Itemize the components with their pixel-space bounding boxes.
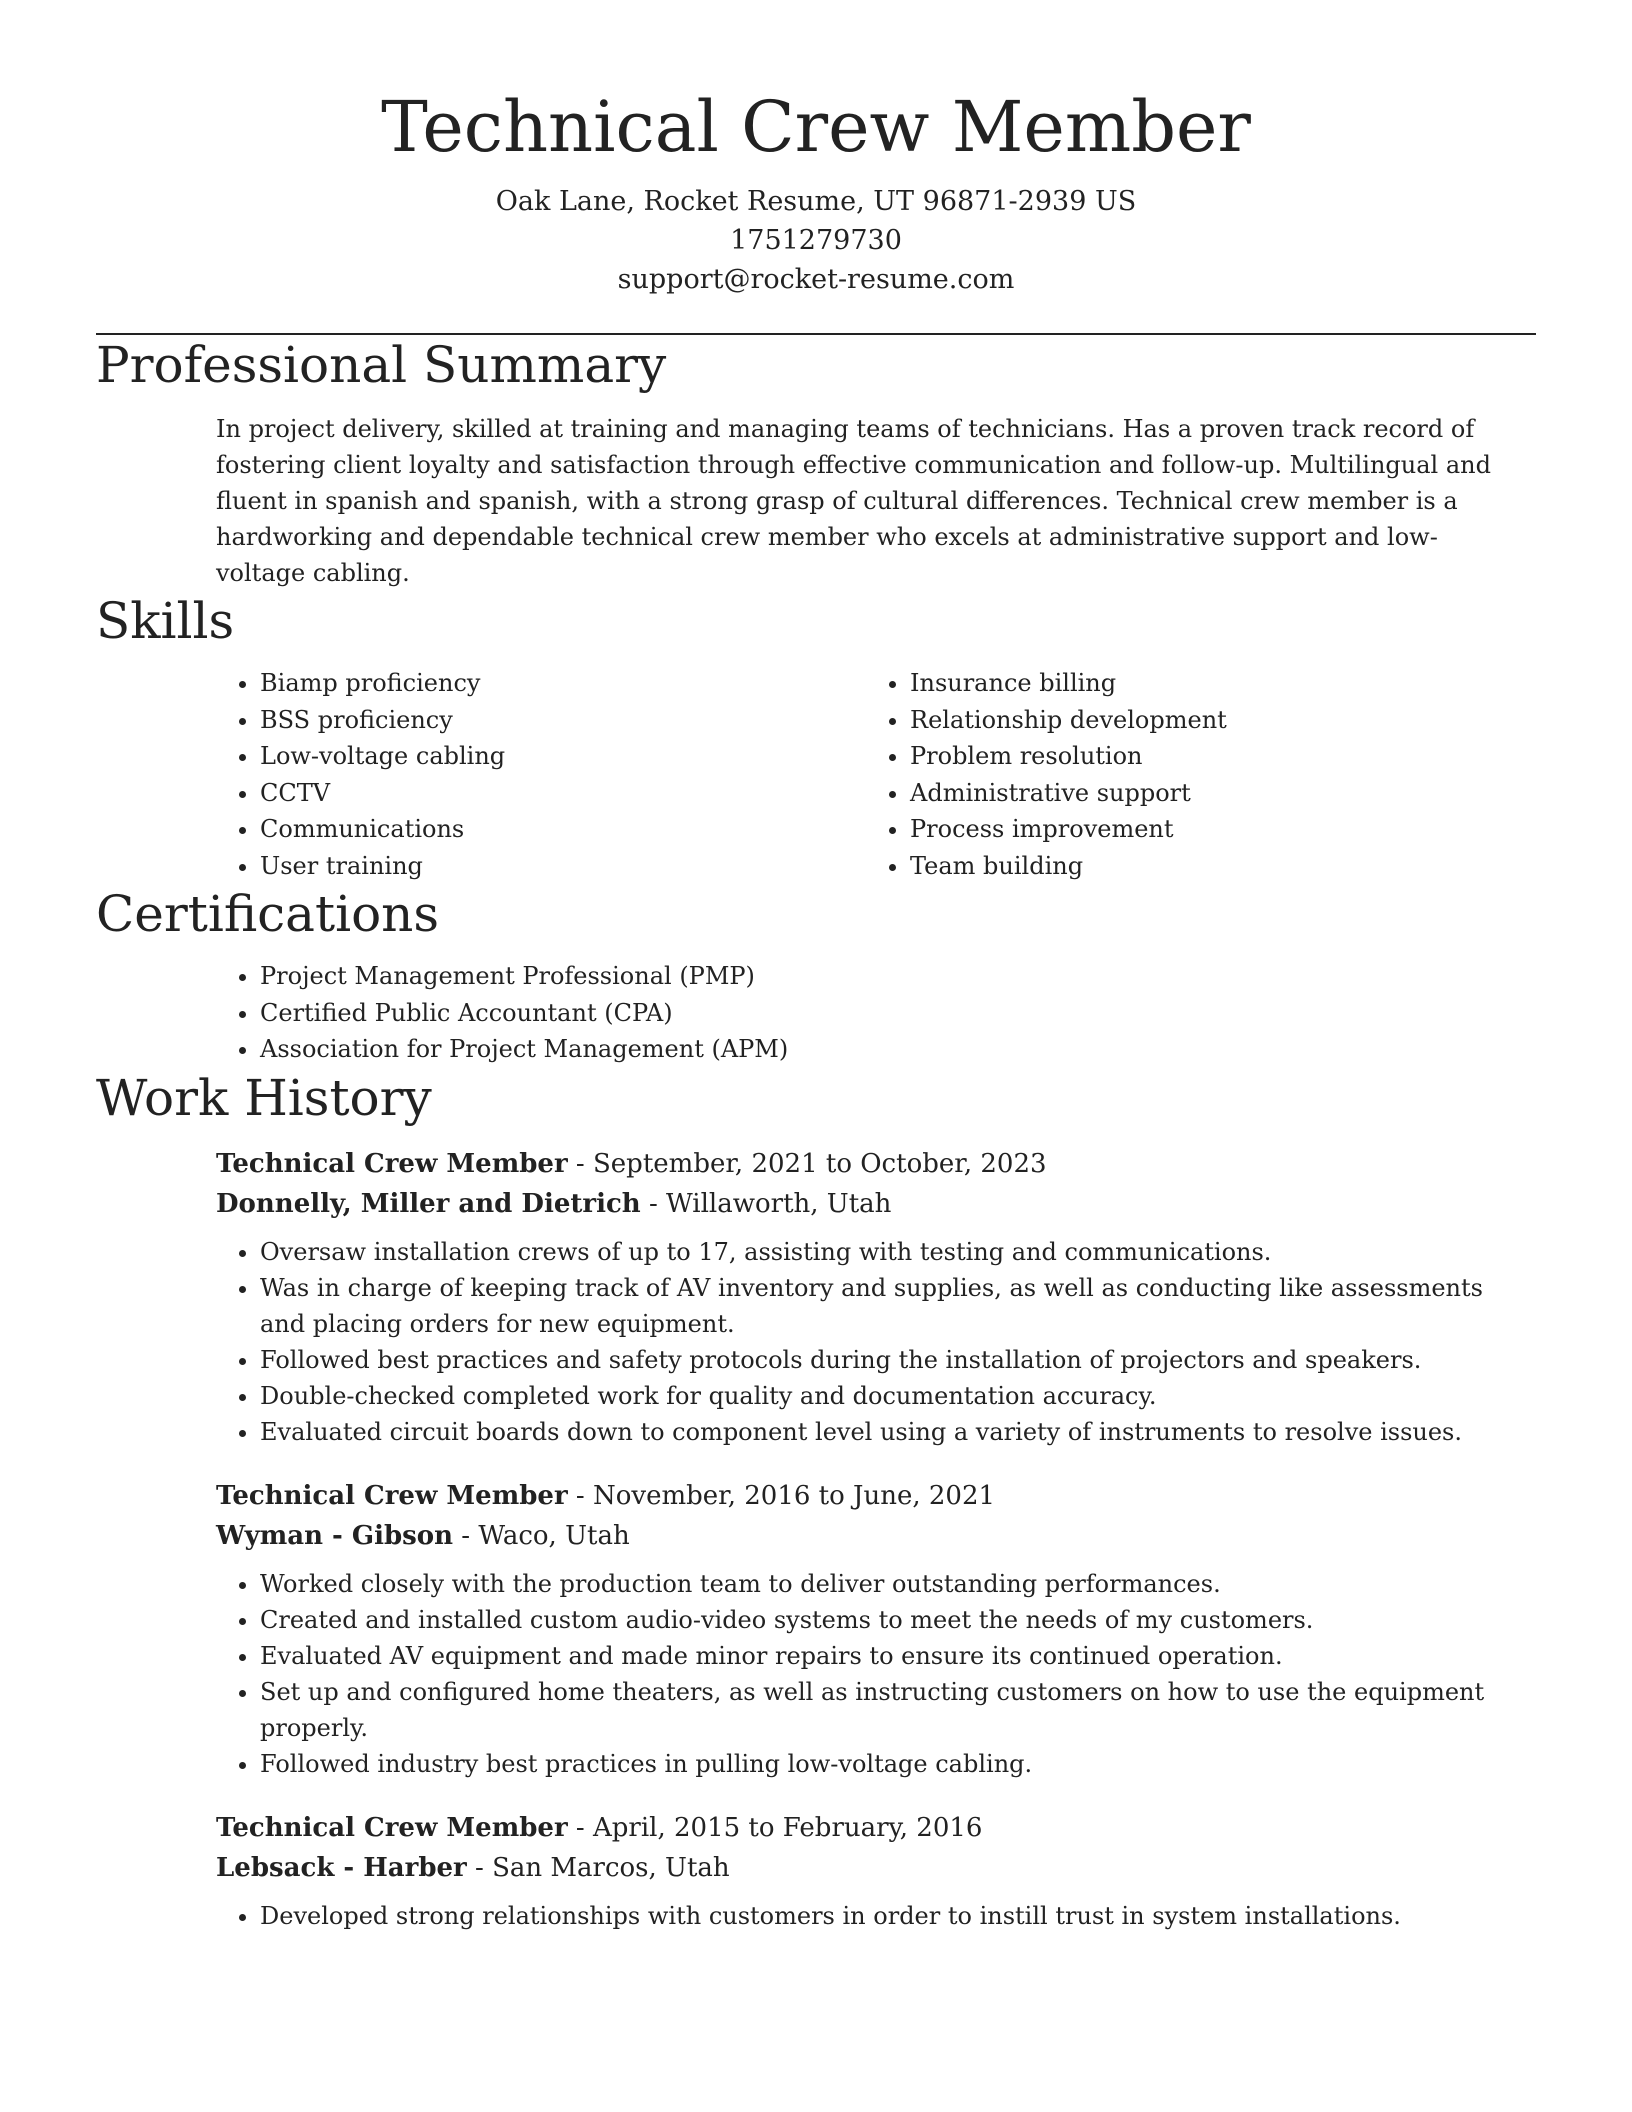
- skill-item: • User training: [260, 848, 866, 885]
- skill-item: • Low-voltage cabling: [260, 738, 866, 775]
- job-location: San Marcos, Utah: [492, 1852, 730, 1883]
- summary-heading: Professional Summary: [96, 336, 667, 394]
- skill-item: • Biamp proficiency: [260, 665, 866, 702]
- duty-item: • Oversaw installation crews of up to 17, assisting with testing and communications.: [260, 1234, 1520, 1270]
- skills-heading: Skills: [96, 592, 235, 650]
- skill-item: • Team building: [910, 848, 1510, 885]
- candidate-name: Technical Crew Member: [381, 86, 1251, 168]
- job-role: Technical Crew Member: [216, 1480, 568, 1511]
- skills-column-right: [866, 665, 1510, 884]
- separator: -: [567, 1812, 593, 1843]
- job-company: Wyman - Gibson: [216, 1520, 454, 1551]
- job-entry: [216, 1476, 1536, 1782]
- skill-item: • Administrative support: [910, 775, 1510, 812]
- duty-item: • Was in charge of keeping track of AV inventory and supplies, as well as conducting like assessments and placing orders for new equipment.: [260, 1270, 1520, 1342]
- separator: -: [466, 1852, 493, 1883]
- duty-item: • Worked closely with the production team to deliver outstanding performances.: [260, 1566, 1520, 1602]
- job-duties: [216, 1898, 1520, 1934]
- summary-paragraph: In project delivery, skilled at training and managing teams of technicians. Has a proven track record of fostering client loyalty and satisfaction through effective communication and follow-up. Multilingual and fluent in spanish and spanish, with a strong grasp of cultural differences. Technical crew member is a hardworking and dependable technical crew member who excels at administrative support and low-voltage cabling.: [216, 415, 1491, 587]
- job-dates: November, 2016 to June, 2021: [592, 1480, 996, 1511]
- resume-page: [96, 0, 1536, 1934]
- job-duties: [216, 1566, 1520, 1782]
- job-title-line: [216, 1144, 1536, 1184]
- job-company: Donnelly, Miller and Dietrich: [216, 1188, 641, 1219]
- duty-item: • Evaluated circuit boards down to component level using a variety of instruments to resolve issues.: [260, 1414, 1520, 1450]
- job-title-line: [216, 1808, 1536, 1848]
- skill-item: • Process improvement: [910, 811, 1510, 848]
- job-company: Lebsack - Harber: [216, 1852, 467, 1883]
- duty-item: • Followed industry best practices in pulling low-voltage cabling.: [260, 1746, 1520, 1782]
- certification-item: • Association for Project Management (APM): [260, 1031, 1536, 1068]
- duty-item: • Evaluated AV equipment and made minor repairs to ensure its continued operation.: [260, 1638, 1520, 1674]
- job-role: Technical Crew Member: [216, 1812, 568, 1843]
- work-history-heading: Work History: [96, 1068, 432, 1127]
- job-dates: April, 2015 to February, 2016: [592, 1812, 983, 1843]
- contact-block: [96, 182, 1536, 299]
- job-duties: [216, 1234, 1520, 1450]
- certification-item: • Project Management Professional (PMP): [260, 958, 1536, 995]
- job-location: Waco, Utah: [478, 1520, 630, 1551]
- job-location: Willaworth, Utah: [666, 1188, 892, 1219]
- skill-item: • BSS proficiency: [260, 702, 866, 739]
- separator: -: [453, 1520, 479, 1551]
- skill-item: • Insurance billing: [910, 665, 1510, 702]
- certifications-heading: Certifications: [96, 885, 440, 943]
- duty-item: • Followed best practices and safety protocols during the installation of projectors and speakers.: [260, 1342, 1520, 1378]
- separator: -: [567, 1480, 593, 1511]
- job-dates: September, 2021 to October, 2023: [592, 1148, 1047, 1179]
- skills-list: [216, 665, 1536, 884]
- certifications-list: [216, 958, 1536, 1068]
- address-text: Oak Lane, Rocket Resume, UT 96871-2939 US: [495, 186, 1137, 217]
- job-role: Technical Crew Member: [216, 1148, 568, 1179]
- separator: -: [567, 1148, 593, 1179]
- skill-item: • Communications: [260, 811, 866, 848]
- skills-column-left: [216, 665, 866, 884]
- email-text: support@rocket-resume.com: [617, 264, 1015, 295]
- skill-item: • Relationship development: [910, 702, 1510, 739]
- duty-item: • Developed strong relationships with customers in order to instill trust in system installations.: [260, 1898, 1520, 1934]
- skill-item: • CCTV: [260, 775, 866, 812]
- job-company-line: [216, 1516, 1536, 1556]
- job-company-line: [216, 1184, 1536, 1224]
- duty-item: • Set up and configured home theaters, as well as instructing customers on how to use the equipment properly.: [260, 1674, 1520, 1746]
- certification-item: • Certified Public Accountant (CPA): [260, 995, 1536, 1032]
- job-company-line: [216, 1848, 1536, 1888]
- job-entry: [216, 1808, 1536, 1934]
- job-title-line: [216, 1476, 1536, 1516]
- skill-item: • Problem resolution: [910, 738, 1510, 775]
- phone-text: 1751279730: [730, 225, 902, 256]
- duty-item: • Created and installed custom audio-video systems to meet the needs of my customers.: [260, 1602, 1520, 1638]
- duty-item: • Double-checked completed work for quality and documentation accuracy.: [260, 1378, 1520, 1414]
- job-entry: [216, 1144, 1536, 1450]
- separator: -: [640, 1188, 667, 1219]
